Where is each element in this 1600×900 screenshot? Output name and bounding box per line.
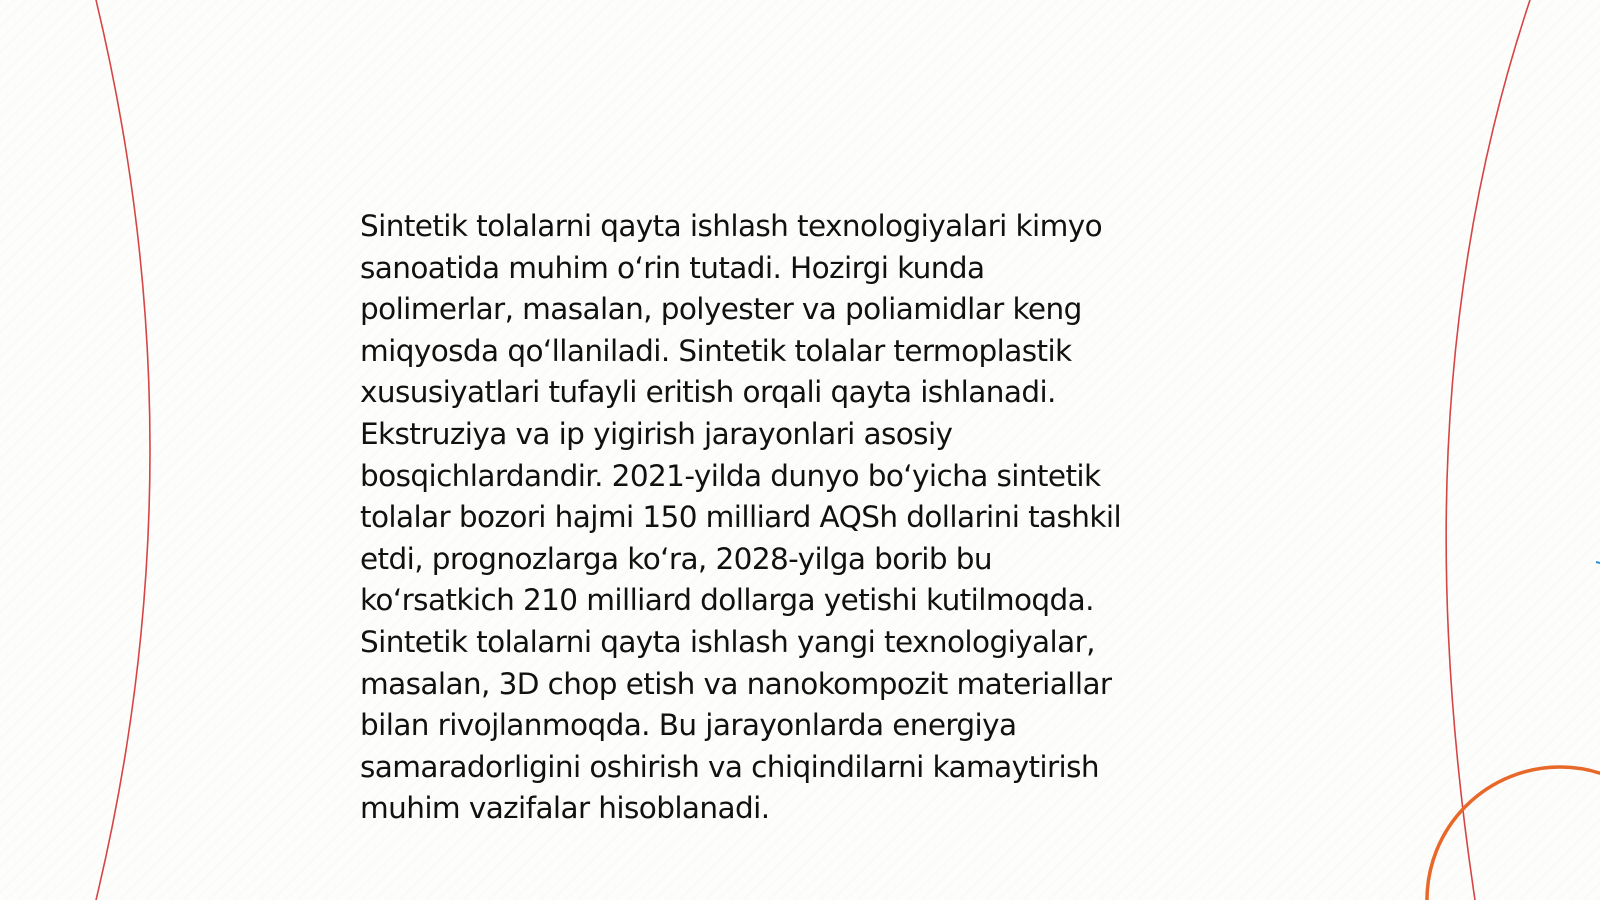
slide-body-text: Sintetik tolalarni qayta ishlash texnologiyalari kimyo sanoatida muhim oʻrin tutadi. Hozirgi kunda polimerlar, masalan, polyester va poliamidlar keng miqyosda qoʻllaniladi. Sintetik tolalar termoplastik xususiyatlari tufayli eritish orqali qayta ishlanadi. Ekstruziya va ip yigirish jarayonlari asosiy bosqichlardandir. 2021-yilda dunyo boʻyicha sintetik tolalar bozori hajmi 150 milliard AQSh dollarini tashkil etdi, prognozlarga koʻra, 2028-yilga borib bu koʻrsatkich 210 milliard dollarga yetishi kutilmoqda. Sintetik tolalarni qayta ishlash yangi texnologiyalar, masalan, 3D chop etish va nanokompozit materiallar bilan rivojlanmoqda. Bu jarayonlarda energiya samaradorligini oshirish va chiqindilarni kamaytirish muhim vazifalar hisoblanadi. bbox=[360, 209, 1122, 826]
blue-accent-tick bbox=[1596, 562, 1600, 563]
orange-accent-circle bbox=[1427, 767, 1600, 900]
right-curve-line bbox=[1446, 0, 1530, 900]
left-curve-line bbox=[96, 0, 150, 900]
